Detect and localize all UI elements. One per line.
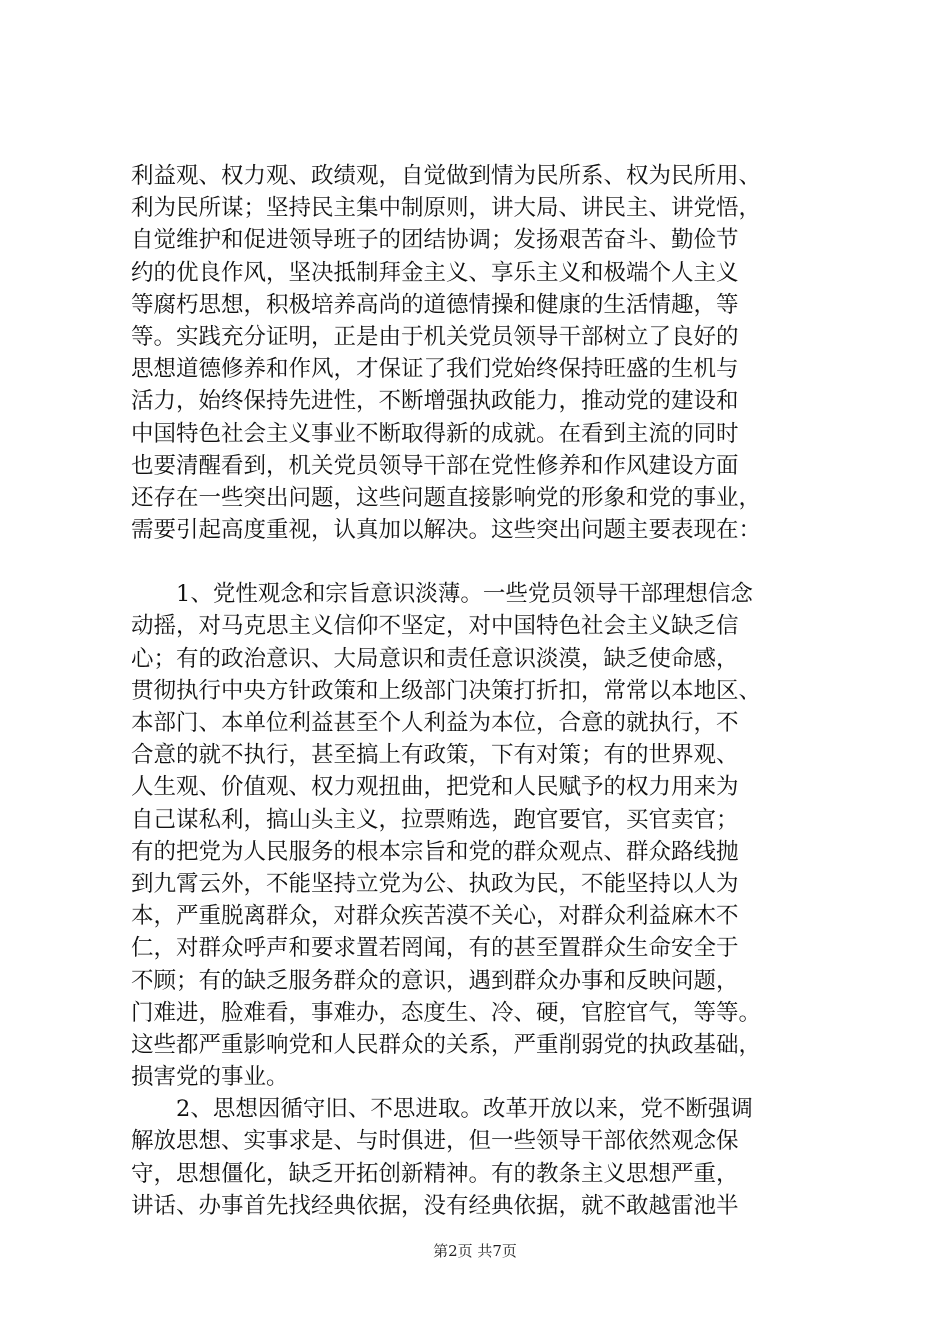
text-line: 心；有的政治意识、大局意识和责任意识淡漠，缺乏使命感， bbox=[131, 645, 739, 672]
text-line: 还存在一些突出问题，这些问题直接影响党的形象和党的事业， bbox=[131, 484, 762, 511]
text-line: 讲话、办事首先找经典依据，没有经典依据，就不敢越雷池半 bbox=[131, 1192, 739, 1219]
text-line: 不顾；有的缺乏服务群众的意识，遇到群众办事和反映问题， bbox=[131, 967, 739, 994]
text-line: 等。实践充分证明，正是由于机关党员领导干部树立了良好的 bbox=[131, 323, 739, 350]
text-line: 需要引起高度重视，认真加以解决。这些突出问题主要表现在： bbox=[131, 517, 762, 544]
text-line: 这些都严重影响党和人民群众的关系，严重削弱党的执政基础， bbox=[131, 1031, 762, 1058]
text-line: 也要清醒看到，机关党员领导干部在党性修养和作风建设方面 bbox=[131, 452, 739, 479]
text-line: 利益观、权力观、政绩观，自觉做到情为民所系、权为民所用、 bbox=[131, 163, 762, 189]
text-line: 有的把党为人民服务的根本宗旨和党的群众观点、群众路线抛 bbox=[131, 838, 739, 865]
text-line: 1、党性观念和宗旨意识淡薄。一些党员领导干部理想信念 bbox=[131, 581, 753, 608]
text-line: 利为民所谋；坚持民主集中制原则，讲大局、讲民主、讲党悟， bbox=[131, 195, 762, 222]
document-body bbox=[131, 160, 831, 1222]
text-line: 人生观、价值观、权力观扭曲，把党和人民赋予的权力用来为 bbox=[131, 774, 739, 801]
text-line: 自己谋私利，搞山头主义，拉票贿选，跑官要官，买官卖官； bbox=[131, 806, 739, 833]
text-line: 动摇，对马克思主义信仰不坚定，对中国特色社会主义缺乏信 bbox=[131, 613, 739, 640]
text-line: 思想道德修养和作风，才保证了我们党始终保持旺盛的生机与 bbox=[131, 356, 739, 383]
text-line: 门难进，脸难看，事难办，态度生、冷、硬，官腔官气，等等。 bbox=[131, 999, 762, 1026]
text-line: 等腐朽思想，积极培养高尚的道德情操和健康的生活情趣，等 bbox=[131, 291, 739, 318]
paragraph-3 bbox=[131, 1093, 831, 1222]
text-line: 本部门、本单位利益甚至个人利益为本位，合意的就执行，不 bbox=[131, 710, 739, 736]
text-line: 损害党的事业。 bbox=[131, 1064, 289, 1091]
paragraph-2 bbox=[131, 578, 831, 1093]
page-footer: 第2页 共7页 bbox=[433, 1242, 517, 1260]
text-line: 守，思想僵化，缺乏开拓创新精神。有的教条主义思想严重， bbox=[131, 1160, 739, 1187]
text-line: 中国特色社会主义事业不断取得新的成就。在看到主流的同时 bbox=[131, 420, 739, 447]
text-line: 解放思想、实事求是、与时俱进，但一些领导干部依然观念保 bbox=[131, 1128, 739, 1155]
text-line: 自觉维护和促进领导班子的团结协调；发扬艰苦奋斗、勤俭节 bbox=[131, 227, 739, 254]
text-line: 本，严重脱离群众，对群众疾苦漠不关心，对群众利益麻木不 bbox=[131, 903, 739, 930]
text-line: 到九霄云外，不能坚持立党为公、执政为民，不能坚持以人为 bbox=[131, 870, 739, 897]
text-line: 活力，始终保持先进性，不断增强执政能力，推动党的建设和 bbox=[131, 388, 739, 415]
text-line: 贯彻执行中央方针政策和上级部门决策打折扣，常常以本地区、 bbox=[131, 677, 762, 704]
text-line: 合意的就不执行，甚至搞上有政策，下有对策；有的世界观、 bbox=[131, 742, 739, 769]
paragraph-spacer bbox=[131, 546, 831, 578]
text-line: 2、思想因循守旧、不思进取。改革开放以来，党不断强调 bbox=[131, 1096, 753, 1123]
text-line: 仁，对群众呼声和要求置若罔闻，有的甚至置群众生命安全于 bbox=[131, 935, 739, 962]
paragraph-1 bbox=[131, 160, 831, 546]
text-line: 约的优良作风，坚决抵制拜金主义、享乐主义和极端个人主义 bbox=[131, 259, 739, 286]
